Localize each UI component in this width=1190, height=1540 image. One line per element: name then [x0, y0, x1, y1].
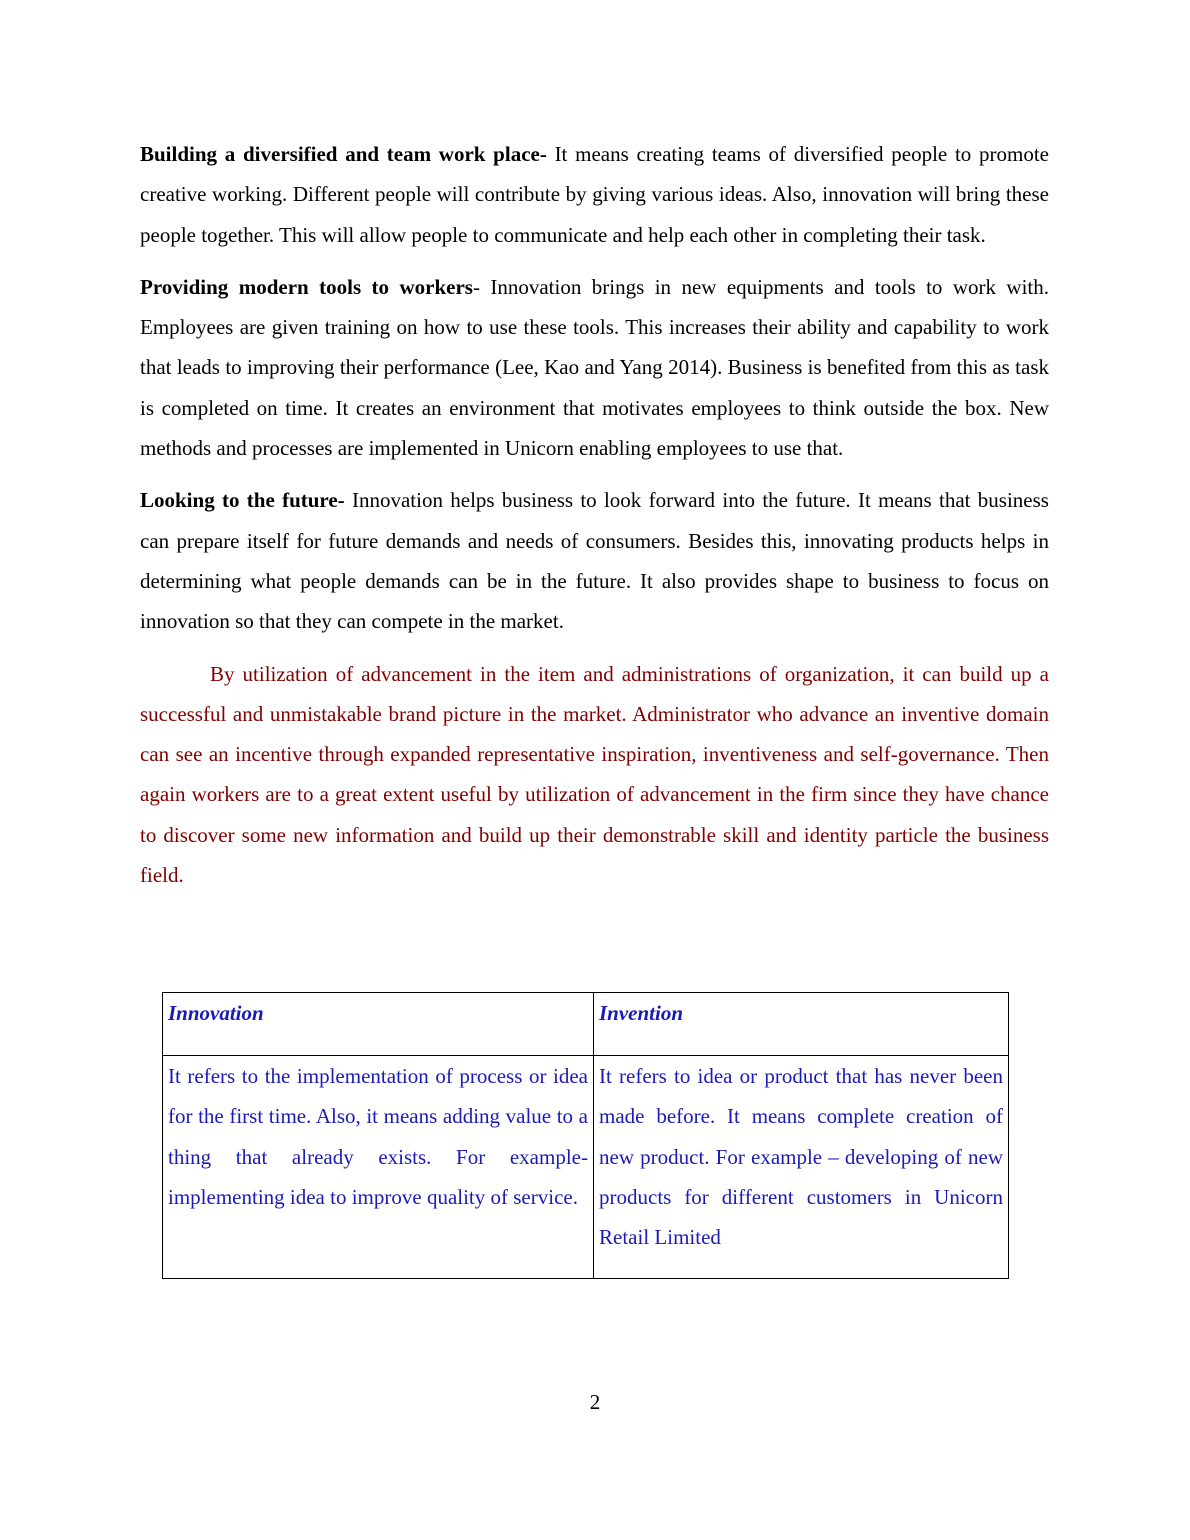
table-header-row — [163, 993, 1009, 1056]
paragraph-heading: Looking to the future- — [140, 488, 345, 513]
paragraph-text: - Innovation brings in new equipments and tools to work with. Employees are given training on how to use these tools. This increases their ability and capability to work that leads to improving their performance (Lee, Kao and Yang 2014). Business is benefited from this as task is completed on time. It creates an environment that motivates employees to think outside the box. New methods and processes are implemented in Unicorn enabling employees to use that. — [140, 274, 1050, 461]
header-invention: Invention — [599, 1001, 684, 1025]
cell-innovation-definition: It refers to the implementation of process or idea for the first time. Also, it means adding value to a thing that already exists. For example- implementing idea to improve quality of service. — [163, 1056, 594, 1279]
paragraph-diversified-workplace — [140, 134, 1049, 255]
cell-invention-definition: It refers to idea or product that has never been made before. It means complete creation of new product. For example – developing of new products for different customers in Unicorn Retail Limited — [594, 1056, 1009, 1279]
paragraph-looking-future — [140, 480, 1049, 641]
paragraph-advancement: By utilization of advancement in the item and administrations of organization, it can build up a successful and unmistakable brand picture in the market. Administrator who advance an inventive domain can see an incentive through expanded representative inspiration, inventiveness and self-governance. Then again workers are to a great extent useful by utilization of advancement in the firm since they have chance to discover some new information and build up their demonstrable skill and identity particle the business field. — [140, 661, 1049, 888]
page-number: 2 — [589, 1390, 601, 1414]
table-row — [163, 1056, 1009, 1279]
paragraph-heading: Building a diversified and team work place- — [140, 142, 547, 166]
header-innovation: Innovation — [168, 1001, 264, 1025]
paragraph-heading: Providing modern tools to workers — [140, 274, 473, 299]
paragraph-text: Innovation helps business to look forward into the future. It means that business can prepare itself for future demands and needs of consumers. Besides this, innovating products helps in determining what people demands can be in the future. It also provides shape to business to focus on innovation so that they can compete in the market. — [140, 488, 1049, 634]
table-header-cell — [163, 993, 594, 1056]
paragraph-text: It means creating teams of diversified people to promote creative working. Different people will contribute by giving various ideas. Also, innovation will bring these people together. This will allow people to communicate and help each other in completing their task. — [140, 142, 1049, 247]
paragraph-modern-tools — [140, 267, 1049, 468]
innovation-invention-table — [162, 992, 1009, 1279]
document-body — [140, 134, 1049, 895]
table-header-cell — [594, 993, 1009, 1056]
